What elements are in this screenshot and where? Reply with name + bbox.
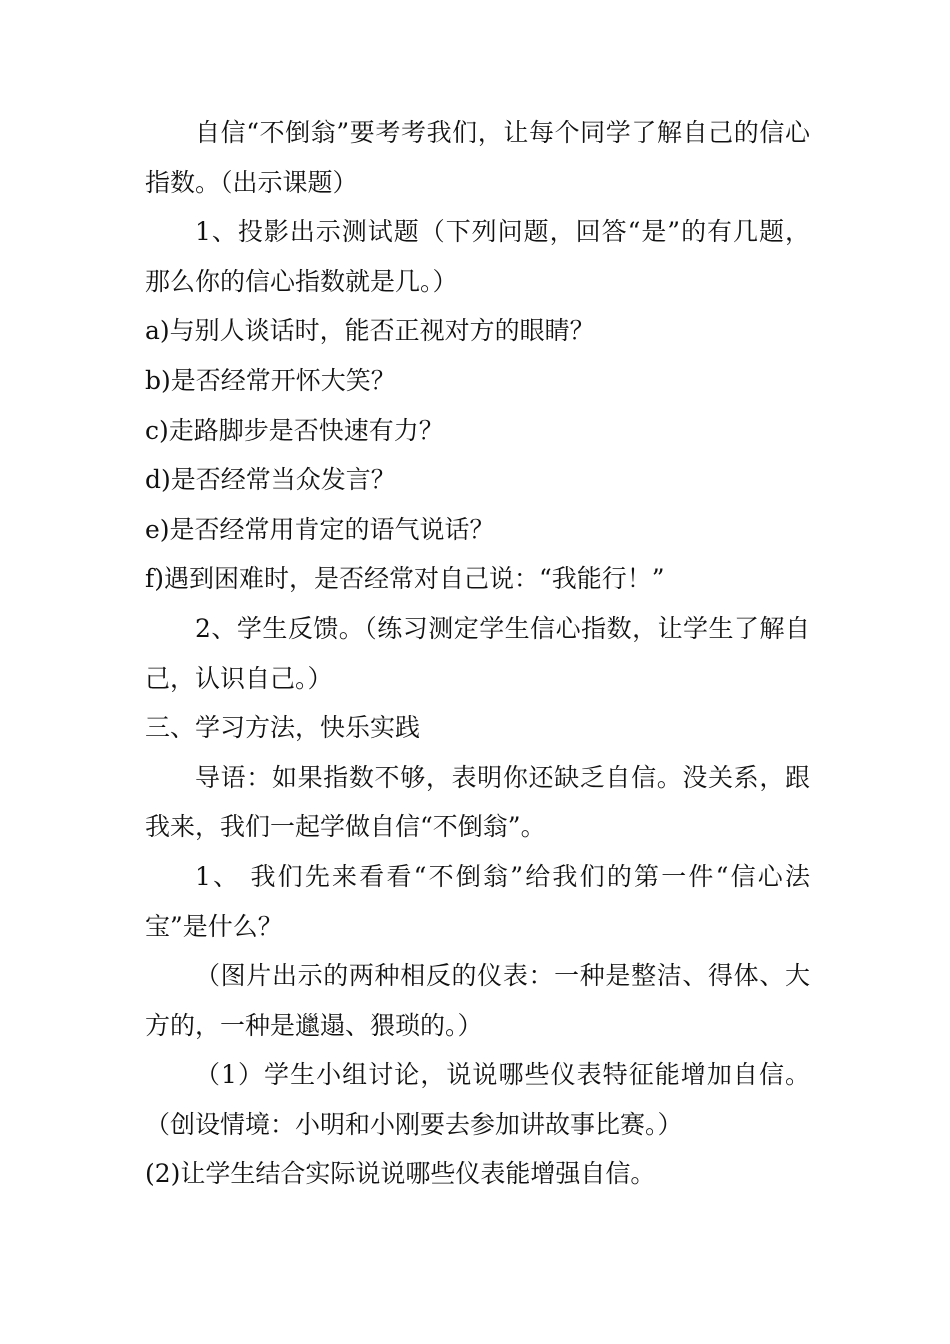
paragraph-intro: 自信“不倒翁”要考考我们，让每个同学了解自己的信心指数。（出示课题） bbox=[145, 118, 810, 197]
paragraph-lead-in: 导语：如果指数不够，表明你还缺乏自信。没关系，跟我来，我们一起学做自信“不倒翁”。 bbox=[145, 762, 810, 842]
question-a: a)与别人谈话时，能否正视对方的眼睛？ bbox=[145, 316, 595, 346]
question-d: d)是否经常当众发言？ bbox=[145, 465, 396, 495]
paragraph-treasure-1: 1、 我们先来看看“不倒翁”给我们的第一件“信心法宝”是什么？ bbox=[145, 861, 810, 941]
paragraph-image-note: （图片出示的两种相反的仪表：一种是整洁、得体、大方的，一种是邋遢、猥琐的。） bbox=[145, 961, 810, 1040]
paragraph-discussion: （1）学生小组讨论，说说哪些仪表特征能增加自信。（创设情境：小明和小刚要去参加讲故事比赛。） bbox=[145, 1060, 810, 1139]
question-e: e)是否经常用肯定的语气说话？ bbox=[145, 514, 495, 544]
question-f: f)遇到困难时，是否经常对自己说：“我能行！” bbox=[145, 564, 665, 594]
section-heading-3: 三、学习方法，快乐实践 bbox=[145, 713, 421, 743]
question-c: c)走路脚步是否快速有力？ bbox=[145, 415, 444, 445]
document-body bbox=[145, 108, 810, 1199]
paragraph-step-1: 1、投影出示测试题（下列问题，回答“是”的有几题，那么你的信心指数就是几。） bbox=[145, 217, 810, 296]
paragraph-step-2: 2、学生反馈。（练习测定学生信心指数，让学生了解自己，认识自己。） bbox=[145, 613, 810, 693]
paragraph-practice: (2)让学生结合实际说说哪些仪表能增强自信。 bbox=[145, 1159, 656, 1189]
question-b: b)是否经常开怀大笑？ bbox=[145, 365, 396, 395]
